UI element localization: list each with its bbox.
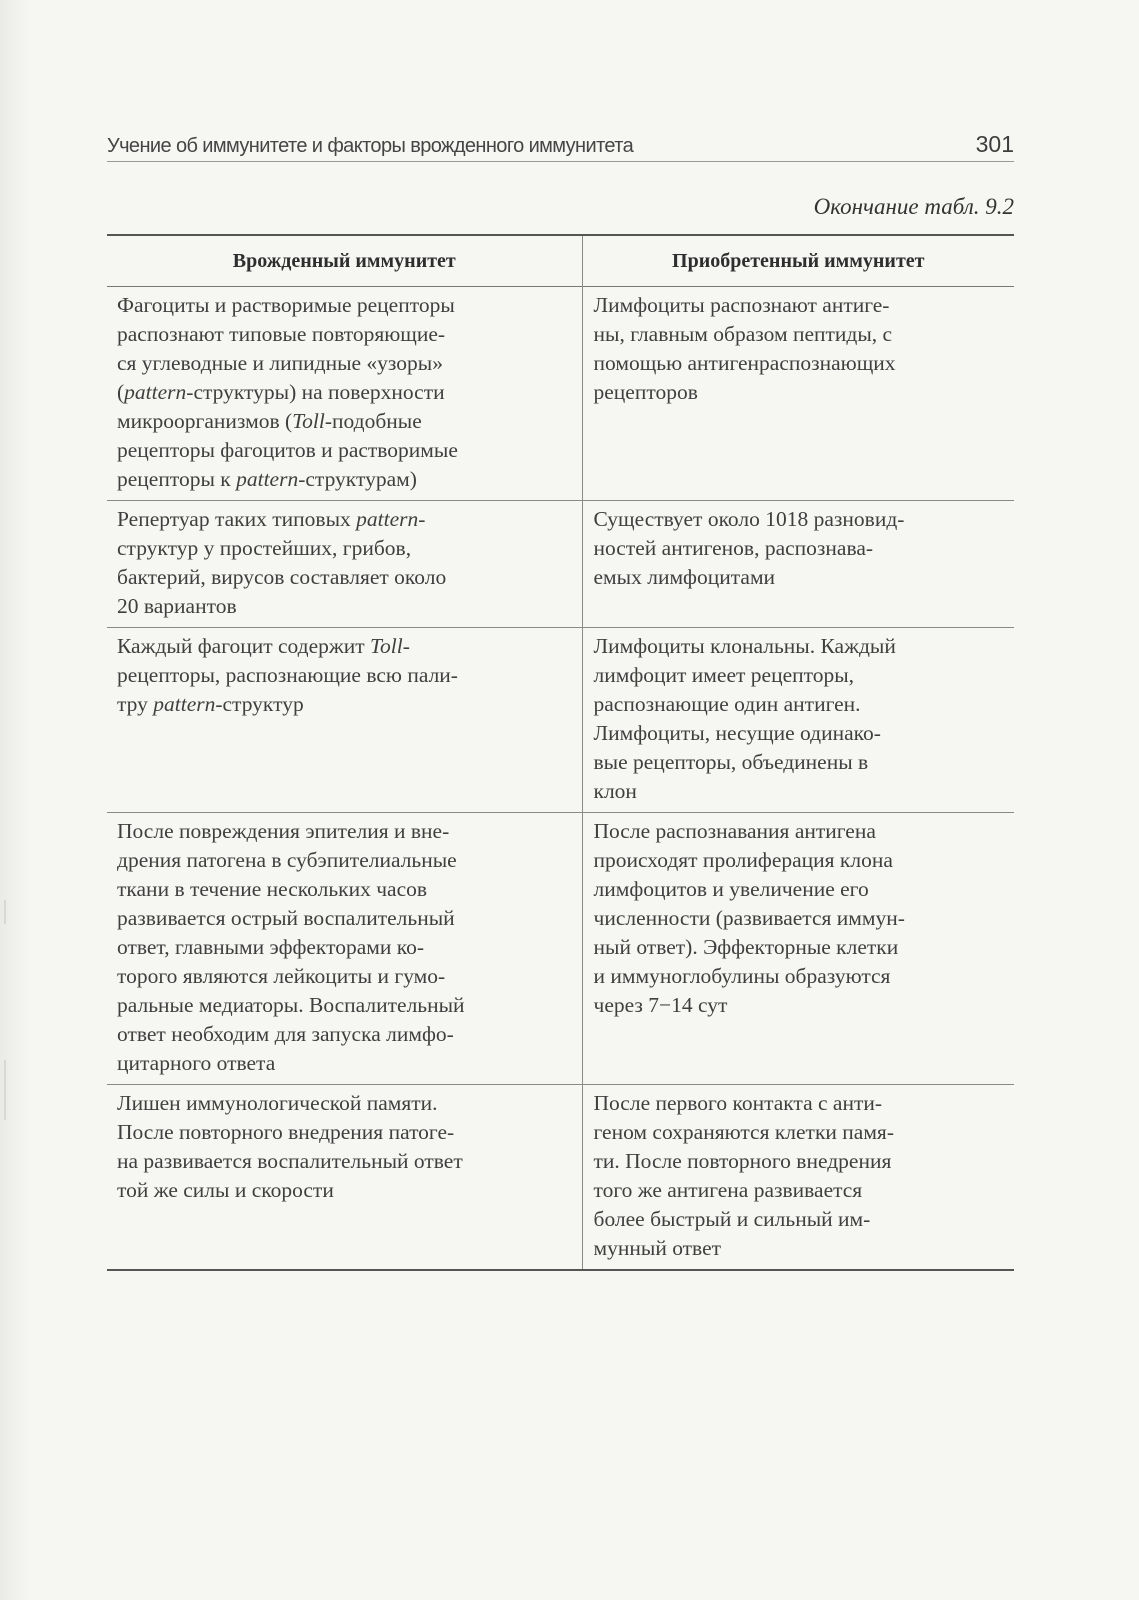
cell-text-line: той же силы и скорости <box>117 1178 334 1202</box>
cell-text-line: После повреждения эпителия и вне- <box>117 819 450 843</box>
cell-text-line: Репертуар таких типовых pattern- <box>117 507 426 531</box>
cell-text-line: ти. После повторного внедрения <box>593 1149 892 1173</box>
cell-text-line: численности (развивается иммун- <box>593 906 905 930</box>
cell-text-line: геном сохраняются клетки памя- <box>593 1120 894 1144</box>
cell-text-line: После повторного внедрения патоге- <box>117 1120 455 1144</box>
table-header-row <box>107 235 1014 287</box>
table-row <box>107 628 1014 813</box>
table-row <box>107 501 1014 628</box>
cell-text-line: и иммуноглобулины образуются <box>593 964 891 988</box>
column-header-innate: Врожденный иммунитет <box>107 235 582 287</box>
column-header-acquired: Приобретенный иммунитет <box>672 249 925 272</box>
acquired-cell <box>582 287 1014 501</box>
cell-text-line: ральные медиаторы. Воспалительный <box>117 993 465 1017</box>
table-body <box>107 287 1014 1271</box>
cell-text-line: Каждый фагоцит содержит Toll- <box>117 634 410 658</box>
acquired-cell <box>582 813 1014 1085</box>
scan-artifact <box>4 900 6 924</box>
cell-text-line: рецепторов <box>593 380 698 404</box>
cell-text-line: лимфоцит имеет рецепторы, <box>593 663 855 687</box>
cell-text-line: развивается острый воспалительный <box>117 906 455 930</box>
table-caption: Окончание табл. 9.2 <box>813 194 1014 219</box>
cell-text-line: распознают типовые повторяющие- <box>117 322 446 346</box>
cell-text-line: более быстрый и сильный им- <box>593 1207 871 1231</box>
cell-text-line: вые рецепторы, объединены в <box>593 750 869 774</box>
table-row <box>107 1085 1014 1271</box>
scan-shadow <box>0 0 30 1600</box>
cell-text-line: мунный ответ <box>593 1236 722 1260</box>
cell-text-line: Лимфоциты клональны. Каждый <box>593 634 896 658</box>
cell-text-line: ный ответ). Эффекторные клетки <box>593 935 899 959</box>
cell-text-line: происходят пролиферация клона <box>593 848 893 872</box>
cell-text-line: лимфоцитов и увеличение его <box>593 877 869 901</box>
cell-text-line: Лишен иммунологической памяти. <box>117 1091 438 1115</box>
innate-cell <box>107 1085 582 1271</box>
cell-text-line: на развивается воспалительный ответ <box>117 1149 463 1173</box>
running-header-title: Учение об иммунитете и факторы врожденного иммунитета <box>107 135 634 157</box>
cell-text-line: через 7−14 сут <box>593 993 728 1017</box>
cell-text-line: Лимфоциты, несущие одинако- <box>593 721 881 745</box>
cell-text-line: Лимфоциты распознают антиге- <box>593 293 890 317</box>
cell-text-line: (pattern-структуры) на поверхности <box>117 380 445 404</box>
cell-text-line: ответ, главными эффекторами ко- <box>117 935 424 959</box>
header-rule <box>107 161 1014 162</box>
running-header <box>107 131 1014 161</box>
innate-cell <box>107 813 582 1085</box>
table-row <box>107 813 1014 1085</box>
comparison-table-wrapper <box>107 234 1014 1271</box>
cell-text-line: структур у простейших, грибов, <box>117 536 412 560</box>
scan-artifact <box>4 1060 6 1120</box>
acquired-cell <box>582 1085 1014 1271</box>
acquired-cell <box>582 628 1014 813</box>
cell-text-line: помощью антигенраспознающих <box>593 351 896 375</box>
innate-cell <box>107 501 582 628</box>
cell-text-line: 20 вариантов <box>117 594 237 618</box>
cell-text-line: Фагоциты и растворимые рецепторы <box>117 293 455 317</box>
cell-text-line: ткани в течение нескольких часов <box>117 877 428 901</box>
cell-text-line: рецепторы фагоцитов и растворимые <box>117 438 458 462</box>
cell-text-line: цитарного ответа <box>117 1051 276 1075</box>
cell-text-line: После первого контакта с анти- <box>593 1091 883 1115</box>
cell-text-line: торого являются лейкоциты и гумо- <box>117 964 446 988</box>
cell-text-line: бактерий, вирусов составляет около <box>117 565 447 589</box>
cell-text-line: ны, главным образом пептиды, с <box>593 322 893 346</box>
cell-text-line: После распознавания антигена <box>593 819 876 843</box>
comparison-table <box>107 234 1014 1271</box>
innate-cell <box>107 628 582 813</box>
cell-text-line: ответ необходим для запуска лимфо- <box>117 1022 454 1046</box>
cell-text-line: рецепторы, распознающие всю пали- <box>117 663 458 687</box>
cell-text-line: рецепторы к pattern-структурам) <box>117 467 417 491</box>
cell-text-line: ся углеводные и липидные «узоры» <box>117 351 443 375</box>
cell-text-line: клон <box>593 779 637 803</box>
cell-text-line: микроорганизмов (Toll-подобные <box>117 409 422 433</box>
page-number: 301 <box>975 131 1014 157</box>
cell-text-line: Существует около 1018 разновид- <box>593 507 905 531</box>
cell-text-line: того же антигена развивается <box>593 1178 863 1202</box>
acquired-cell <box>582 501 1014 628</box>
cell-text-line: распознающие один антиген. <box>593 692 861 716</box>
cell-text-line: емых лимфоцитами <box>593 565 776 589</box>
cell-text-line: дрения патогена в субэпителиальные <box>117 848 457 872</box>
table-row <box>107 287 1014 501</box>
cell-text-line: ностей антигенов, распознава- <box>593 536 874 560</box>
innate-cell <box>107 287 582 501</box>
cell-text-line: тру pattern-структур <box>117 692 304 716</box>
